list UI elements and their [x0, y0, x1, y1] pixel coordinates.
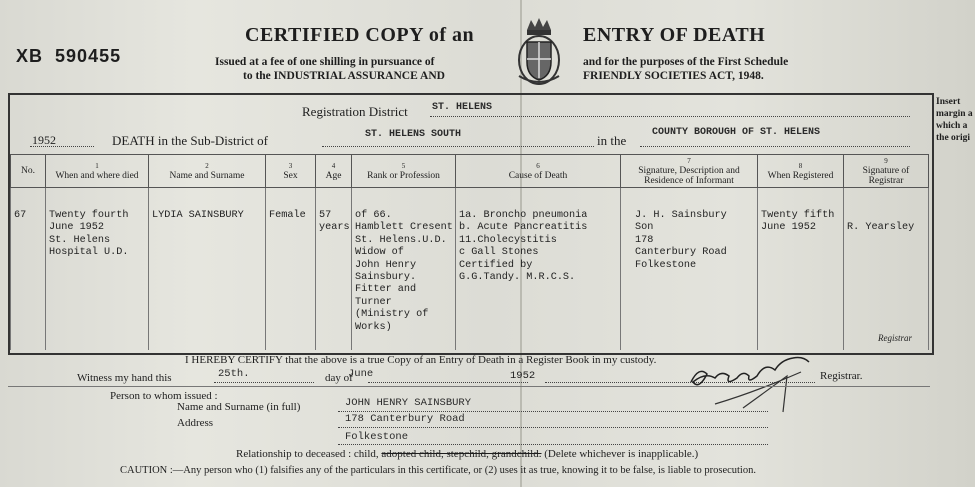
table-row — [11, 188, 929, 351]
side-note-line: Insert — [936, 97, 961, 107]
serial-value: 590455 — [55, 46, 122, 66]
column-number: 7 — [687, 157, 691, 165]
side-note — [936, 96, 973, 144]
day-of-label: day of — [325, 372, 353, 384]
column-header — [149, 155, 266, 188]
district-value: ST. HELENS — [432, 102, 493, 113]
purpose-line-1: and for the purposes of the First Schedule — [583, 56, 789, 68]
column-number: 3 — [288, 162, 293, 170]
column-number: 2 — [205, 162, 209, 170]
day-value: 25th. — [218, 368, 250, 380]
witness-label: Witness my hand this — [77, 372, 172, 384]
column-label: Signature of Registrar — [862, 166, 910, 186]
register-table — [10, 154, 929, 350]
column-header — [11, 155, 46, 188]
column-label: Signature, Description and Residence of Informant — [638, 166, 740, 186]
column-number: 1 — [95, 162, 99, 170]
purpose-line-2: FRIENDLY SOCIETIES ACT, 1948. — [583, 70, 764, 82]
serial-prefix: XB — [16, 46, 44, 66]
column-label: When and where died — [55, 171, 139, 181]
entry-age: 57 years — [316, 188, 352, 351]
county-value: COUNTY BOROUGH OF ST. HELENS — [652, 127, 821, 138]
issued-line-1: Issued at a fee of one shilling in pursuance of — [215, 56, 435, 68]
address-value-1: 178 Canterbury Road — [345, 413, 465, 425]
column-number: 8 — [798, 162, 803, 170]
entry-registrar-cell — [844, 188, 929, 351]
certify-text: I HEREBY CERTIFY that the above is a true Copy of an Entry of Death in a Register Book in my custody. — [185, 354, 657, 366]
column-label: Name and Surname — [169, 171, 245, 181]
month-line — [368, 368, 528, 383]
entry-when-where: Twenty fourth June 1952 St. Helens Hospital U.D. — [46, 188, 149, 351]
name-label: Name and Surname (in full) — [177, 401, 301, 413]
person-issued-label: Person to whom issued : — [110, 390, 218, 402]
address-value-2: Folkestone — [345, 431, 409, 443]
issued-line-2: to the INDUSTRIAL ASSURANCE AND — [243, 70, 445, 82]
district-label: Registration District — [302, 104, 408, 119]
column-label: Rank or Profession — [367, 171, 440, 181]
relationship-prefix: Relationship to deceased : child, — [236, 448, 379, 460]
year-value: 1952 — [32, 133, 56, 147]
entry-sex: Female — [266, 188, 316, 351]
entry-informant: J. H. Sainsbury Son 178 Canterbury Road Folkestone — [621, 188, 758, 351]
entry-registered: Twenty fifth June 1952 — [758, 188, 844, 351]
relationship-line — [236, 448, 698, 460]
column-header — [316, 155, 352, 188]
column-header — [758, 155, 844, 188]
relationship-struck: adopted child, stepchild, grandchild. — [381, 448, 542, 460]
side-note-line: which a — [936, 121, 968, 131]
column-header — [844, 155, 929, 188]
column-header — [46, 155, 149, 188]
table-header-row — [11, 155, 929, 188]
entry-number: 67 — [11, 188, 46, 351]
relationship-suffix: (Delete whichever is inapplicable.) — [544, 448, 699, 460]
caution-text: CAUTION :—Any person who (1) falsifies any of the particulars in this certificate, or (2) uses it as true, knowing it to be false, is liable to prosecution. — [120, 465, 756, 476]
column-header — [621, 155, 758, 188]
side-note-line: margin a — [936, 109, 973, 119]
registrar-label: Registrar — [877, 332, 912, 343]
subdistrict-value: ST. HELENS SOUTH — [365, 129, 462, 140]
month-value: June — [348, 368, 374, 380]
year-certify-value: 1952 — [510, 370, 536, 382]
column-label: Age — [325, 171, 342, 181]
column-number: 4 — [331, 162, 336, 170]
registrar-title: Registrar. — [820, 370, 863, 382]
address-label: Address — [177, 417, 214, 429]
column-label: When Registered — [767, 171, 834, 181]
entry-cause: 1a. Broncho pneumonia b. Acute Pancreatitis 11.Cholecystitis c Gall Stones Certified by G.G.Tandy. M.R.C.S. — [456, 188, 621, 351]
column-header — [266, 155, 316, 188]
column-number: 6 — [536, 162, 540, 170]
issued-divider — [8, 386, 930, 388]
column-number: 9 — [884, 157, 888, 165]
column-number: 5 — [401, 162, 406, 170]
death-in-label: DEATH in the Sub-District of — [112, 133, 268, 148]
entry-profession: of 66. Hamblett Cresent St. Helens.U.D. Widow of John Henry Sainsbury. Fitter and Turner (Ministry of Works) — [352, 188, 456, 351]
registrar-signature: R. Yearsley — [847, 222, 915, 234]
in-the-label: in the — [597, 133, 627, 148]
entry-name: LYDIA SAINSBURY — [149, 188, 266, 351]
column-label: Sex — [283, 171, 298, 181]
title-left: CERTIFIED COPY of an — [245, 24, 475, 46]
column-label: Cause of Death — [508, 171, 568, 181]
side-note-line: the origi — [936, 133, 971, 143]
column-header — [456, 155, 621, 188]
serial-number — [16, 46, 121, 67]
column-header — [352, 155, 456, 188]
column-label: No. — [21, 166, 35, 176]
title-right: ENTRY OF DEATH — [583, 24, 766, 46]
name-value: JOHN HENRY SAINSBURY — [345, 397, 472, 409]
royal-crest-icon — [513, 16, 565, 93]
district-line — [430, 102, 910, 117]
